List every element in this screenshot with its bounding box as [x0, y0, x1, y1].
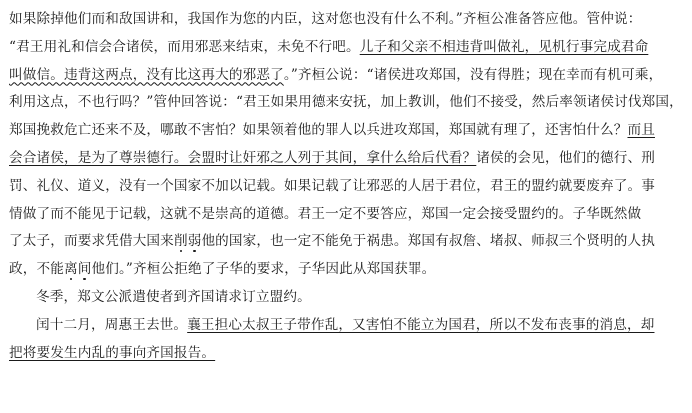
line-text: 政，不能	[9, 261, 64, 278]
text-line-10	[9, 256, 686, 284]
line-text: 他们。”齐桓公拒绝了子华的要求，子华因此从郑国获罪。	[91, 261, 436, 278]
line-text: 郑国挽救危亡还来不及，哪敢不害怕？如果领着他的罪人以兵进攻郑国，郑国就有理了，还害怕什么？	[9, 122, 628, 139]
underlined-sentence: 会合诸侯，是为了尊崇德行。会盟时让奸邪之人列于其间，拿什么给后代看？	[9, 149, 477, 166]
underlined-sentence: 儿子和父亲不相违背叫做礼，见机行事完成君命	[359, 38, 649, 55]
emphasis-dot-char: 间	[77, 261, 92, 278]
underlined-sentence: 襄王担心太叔王子带作乱，又害怕不能立为国君，所以不发布丧事的消息，却	[187, 316, 655, 333]
emphasis-dotted-word	[174, 233, 202, 249]
emphasis-dot-char: 弱	[187, 233, 202, 250]
text-line-1	[9, 6, 686, 34]
text-line-4	[9, 89, 686, 117]
line-text: 罚、礼仪、道义，没有一个国家不加以记载。如果记载了让邪恶的人居于君位，君王的盟约就要废弃了。事	[9, 177, 655, 194]
text-line-2	[9, 34, 686, 62]
line-text: 他的国家，也一定不能免于祸患。郑国有叔詹、堵叔、师叔三个贤明的人执	[201, 233, 655, 250]
text-line-13	[9, 340, 686, 368]
emphasis-dot-char: 离	[63, 261, 78, 278]
line-text: 诸侯的会见，他们的德行、刑	[476, 149, 655, 166]
line-text: 情做了而不能见于记载，这就不是崇高的道德。君王一定不要答应，郑国一定会接受盟约的。子华既然做	[9, 205, 642, 222]
text-line-5	[9, 117, 686, 145]
wavy-underlined-sentence: 叫做信。违背这两点，没有比这再大的邪恶了	[9, 66, 284, 83]
text-line-12	[9, 312, 686, 340]
emphasis-dot-char: 削	[173, 233, 188, 250]
underlined-sentence: 把将要发生内乱的事向齐国报告。	[9, 344, 216, 361]
text-line-3	[9, 62, 686, 90]
text-line-6	[9, 145, 686, 173]
line-text: 利用这点，不也行吗？”管仲回答说：“君王如果用德来安抚，加上教训，他们不接受，然后率领诸侯讨伐郑国，	[9, 94, 683, 111]
line-text: 冬季，郑文公派遣使者到齐国请求订立盟约。	[36, 288, 311, 305]
line-text: 了太子，而要求凭借大国来	[9, 233, 174, 250]
emphasis-dotted-word	[64, 261, 92, 277]
line-text: 闰十二月，周惠王去世。	[36, 316, 188, 333]
text-line-9	[9, 228, 686, 256]
underlined-sentence: 而且	[627, 122, 655, 139]
text-line-11	[9, 284, 686, 312]
line-text: 。”齐桓公说：“诸侯进攻郑国，没有得胜；现在幸而有机可乘，	[283, 66, 663, 83]
text-line-7	[9, 173, 686, 201]
text-line-8	[9, 201, 686, 229]
line-text: 如果除掉他们而和敌国讲和，我国作为您的内臣，这对您也没有什么不利。”齐桓公准备答应他。管仲说：	[9, 11, 642, 27]
line-text: “君王用礼和信会合诸侯，而用邪恶来结束，未免不行吧。	[9, 38, 360, 55]
